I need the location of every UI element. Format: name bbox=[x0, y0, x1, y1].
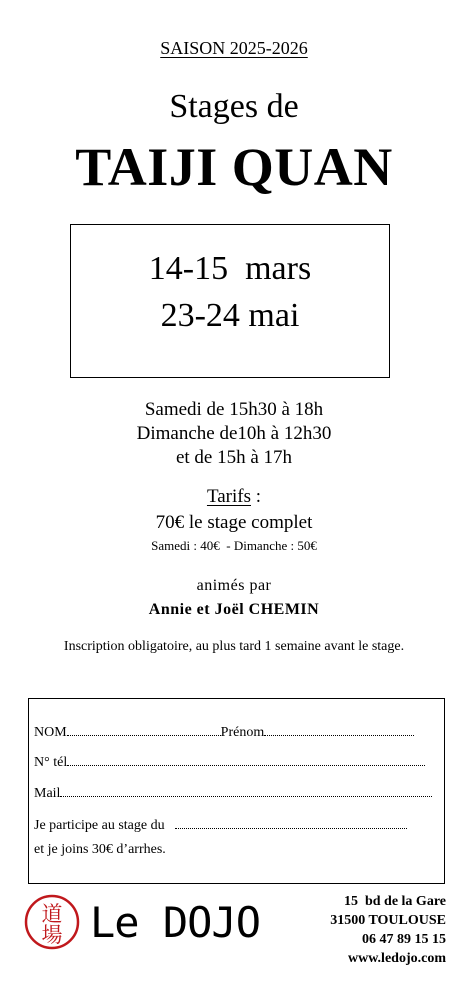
nom-field[interactable] bbox=[67, 723, 221, 736]
schedule-line-2: Dimanche de10h à 12h30 bbox=[136, 423, 332, 444]
date-2: 23-24 mai bbox=[160, 297, 300, 334]
dojo-logo bbox=[24, 894, 80, 950]
nom-label: NOM bbox=[34, 725, 67, 740]
address-line-2: 31500 TOULOUSE bbox=[330, 913, 446, 928]
logo-char-2: 場 bbox=[41, 923, 63, 947]
brand-name: Le DOJO bbox=[90, 898, 261, 947]
schedule-line-1: Samedi de 15h30 à 18h bbox=[144, 399, 324, 420]
tarifs-heading bbox=[0, 486, 468, 508]
phone-number[interactable]: 06 47 89 15 15 bbox=[362, 932, 446, 947]
schedule-line-3: et de 15h à 17h bbox=[175, 447, 293, 468]
prenom-label: Prénom bbox=[220, 725, 265, 740]
mail-label: Mail bbox=[34, 786, 61, 801]
registration-form bbox=[28, 698, 445, 884]
form-line-tel bbox=[34, 753, 425, 771]
dojo-seal-icon bbox=[24, 894, 80, 950]
form-line-name bbox=[34, 723, 414, 741]
logo-char-1: 道 bbox=[41, 902, 63, 926]
participe-label: Je participe au stage du bbox=[34, 818, 165, 833]
arrhes-text: et je joins 30€ d’arrhes. bbox=[34, 842, 166, 857]
season-heading: SAISON 2025-2026 bbox=[160, 38, 308, 58]
form-line-mail bbox=[34, 784, 432, 802]
dates-box bbox=[70, 224, 390, 378]
tarifs-suffix: : bbox=[251, 486, 262, 507]
full-price: 70€ le stage complet bbox=[155, 512, 313, 533]
main-title: TAIJI QUAN bbox=[75, 137, 393, 197]
date-1: 14-15 mars bbox=[148, 250, 312, 287]
inscription-note: Inscription obligatoire, au plus tard 1 semaine avant le stage. bbox=[63, 639, 405, 654]
prenom-field[interactable] bbox=[264, 723, 414, 736]
tel-label: N° tél bbox=[34, 755, 68, 770]
day-prices: Samedi : 40€ - Dimanche : 50€ bbox=[151, 538, 317, 553]
animators-intro: animés par bbox=[196, 577, 272, 594]
participe-field[interactable] bbox=[175, 816, 407, 829]
stages-heading: Stages de bbox=[169, 88, 299, 125]
website-link[interactable]: www.ledojo.com bbox=[348, 951, 446, 966]
tarifs-label: Tarifs bbox=[206, 486, 251, 507]
mail-field[interactable] bbox=[60, 784, 432, 797]
schedule bbox=[0, 398, 468, 470]
address-line-1: 15 bd de la Gare bbox=[343, 894, 446, 909]
tel-field[interactable] bbox=[67, 753, 425, 766]
address-block bbox=[330, 892, 446, 968]
form-line-participe bbox=[34, 816, 407, 834]
animators-names: Annie et Joël CHEMIN bbox=[148, 601, 320, 618]
